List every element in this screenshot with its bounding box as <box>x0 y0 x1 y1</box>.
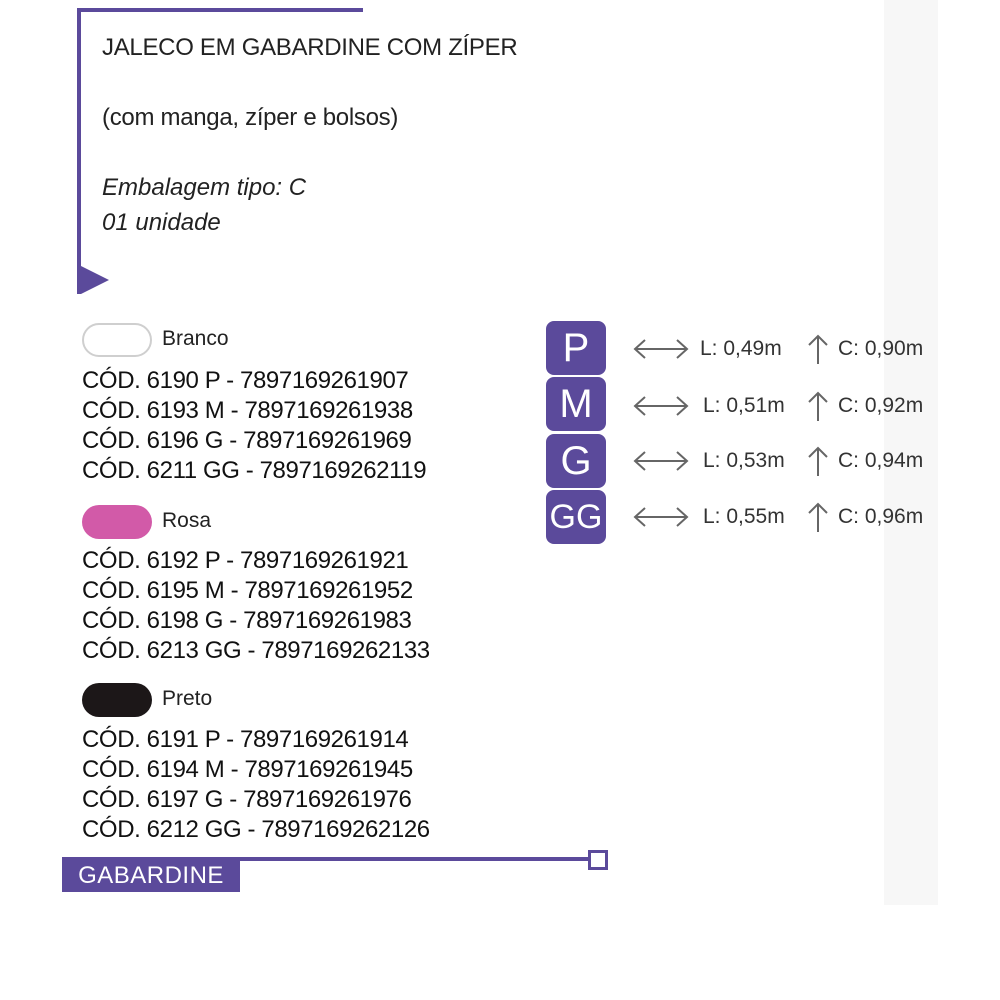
length-measure: C: 0,94m <box>838 449 924 472</box>
width-measure: L: 0,55m <box>703 505 785 528</box>
length-measure: C: 0,96m <box>838 505 924 528</box>
color-name: Branco <box>162 327 229 350</box>
width-arrow-icon <box>632 448 690 474</box>
color-name: Rosa <box>162 509 212 532</box>
package-quantity: 01 unidade <box>102 209 221 236</box>
product-code: CÓD. 6197 G - 7897169261976 <box>82 786 412 813</box>
footer-square-marker <box>588 850 608 870</box>
product-code: CÓD. 6192 P - 7897169261921 <box>82 547 409 574</box>
color-swatch-rosa <box>82 505 152 539</box>
width-arrow-icon <box>632 393 690 419</box>
length-measure: C: 0,90m <box>838 337 924 360</box>
product-code: CÓD. 6196 G - 7897169261969 <box>82 427 412 454</box>
product-code: CÓD. 6198 G - 7897169261983 <box>82 607 412 634</box>
size-badge-g: G <box>546 434 606 488</box>
product-code: CÓD. 6190 P - 7897169261907 <box>82 367 409 394</box>
header-bracket-left <box>77 8 81 294</box>
fabric-label: GABARDINE <box>62 857 240 892</box>
size-badge-gg: GG <box>546 490 606 544</box>
product-code: CÓD. 6191 P - 7897169261914 <box>82 726 409 753</box>
width-arrow-icon <box>632 504 690 530</box>
product-code: CÓD. 6194 M - 7897169261945 <box>82 756 413 783</box>
size-badge-p: P <box>546 321 606 375</box>
header-bracket-top <box>77 8 363 12</box>
header-bracket-triangle <box>81 266 109 294</box>
length-arrow-icon <box>806 445 830 477</box>
product-code: CÓD. 6211 GG - 7897169262119 <box>82 457 427 484</box>
length-measure: C: 0,92m <box>838 394 924 417</box>
width-measure: L: 0,53m <box>703 449 785 472</box>
length-arrow-icon <box>806 390 830 422</box>
packaging-type: Embalagem tipo: C <box>102 174 307 201</box>
product-code: CÓD. 6212 GG - 7897169262126 <box>82 816 430 843</box>
product-code: CÓD. 6195 M - 7897169261952 <box>82 577 413 604</box>
length-arrow-icon <box>806 501 830 533</box>
size-badge-m: M <box>546 377 606 431</box>
product-title: JALECO EM GABARDINE COM ZÍPER <box>102 34 518 61</box>
color-swatch-preto <box>82 683 152 717</box>
width-measure: L: 0,49m <box>700 337 782 360</box>
width-measure: L: 0,51m <box>703 394 785 417</box>
product-code: CÓD. 6213 GG - 7897169262133 <box>82 637 430 664</box>
width-arrow-icon <box>632 336 690 362</box>
product-code: CÓD. 6193 M - 7897169261938 <box>82 397 413 424</box>
length-arrow-icon <box>806 333 830 365</box>
product-subtitle: (com manga, zíper e bolsos) <box>102 104 399 131</box>
color-swatch-branco <box>82 323 152 357</box>
color-name: Preto <box>162 687 213 710</box>
